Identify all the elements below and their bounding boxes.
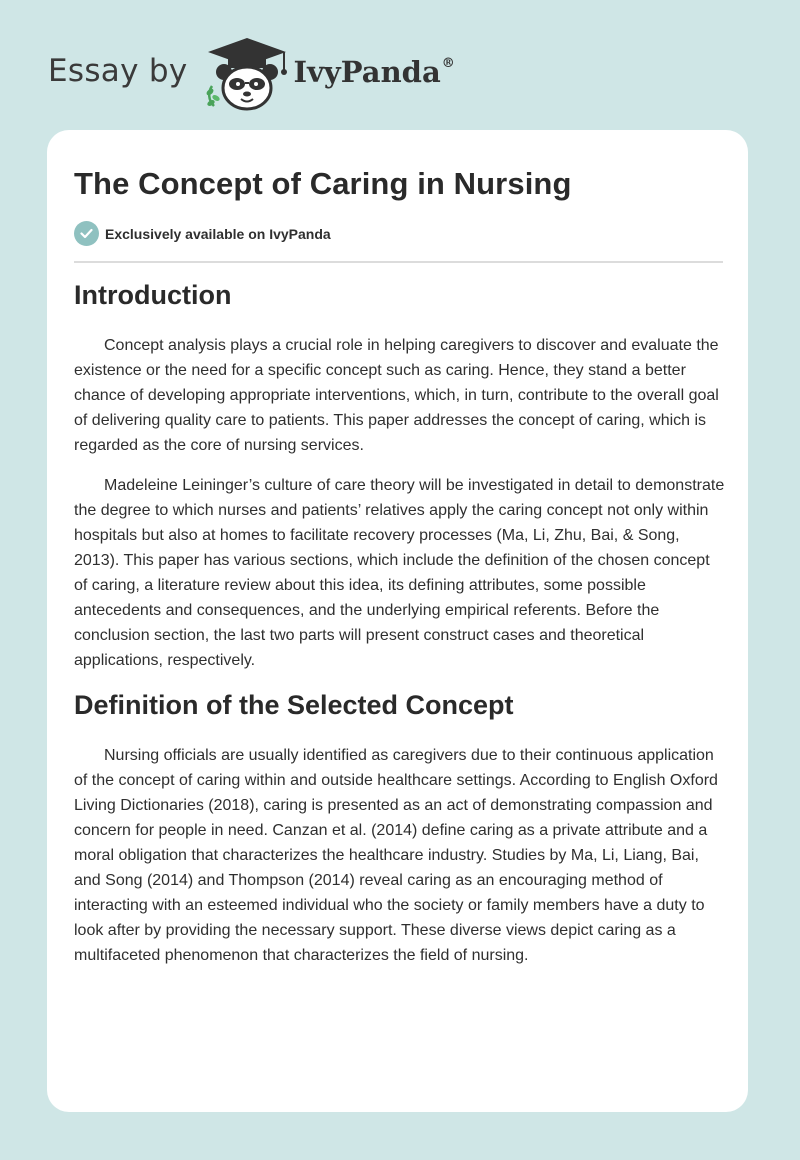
exclusive-badge xyxy=(74,221,331,246)
paragraph: Madeleine Leininger’s culture of care theory will be investigated in detail to demonstrate the degree to which nurses and patients’ relatives apply the caring concept not only within hospitals but also at homes to facilitate recovery processes (Ma, Li, Zhu, Bai, & Song, 2013). This paper has various sections, which include the definition of the chosen concept of caring, a literature review about this idea, its defining attributes, some possible antecedents and consequences, and the underlying empirical referents. Before the conclusion section, the last two parts will present construct cases and theoretical applications, respectively. xyxy=(74,477,725,670)
article-card xyxy=(47,130,748,1112)
essay-by-label: Essay by xyxy=(48,53,188,89)
section-heading: Definition of the Selected Concept xyxy=(74,690,514,721)
section-definition xyxy=(74,688,725,968)
paragraph: Nursing officials are usually identified as caregivers due to their continuous application of the concept of caring within and outside healthcare settings. According to English Oxford Living Dictionaries (2018), caring is presented as an act of demonstrating compassion and concern for people in need. Canzan et al. (2014) define caring as a private attribute and a moral obligation that characterizes the healthcare industry. Studies by Ma, Li, Liang, Bai, and Song (2014) and Thompson (2014) reveal caring as an encouraging method of interacting with an esteemed individual who the society or family members have a duty to look after by providing the necessary support. These diverse views depict caring as a multifaceted phenomenon that characterizes the field of nursing. xyxy=(74,747,718,965)
article-title: The Concept of Caring in Nursing xyxy=(74,166,572,201)
section-introduction xyxy=(74,278,725,673)
section-heading: Introduction xyxy=(74,280,232,310)
exclusive-badge-text: Exclusively available on IvyPanda xyxy=(105,225,331,242)
title-divider xyxy=(74,261,723,263)
article-body xyxy=(74,278,725,983)
ivypanda-logo[interactable] xyxy=(204,36,455,112)
paragraph: Concept analysis plays a crucial role in helping caregivers to discover and evaluate the existence or the need for a specific concept such as caring. Hence, they stand a better chance of developing appropriate interventions, which, in turn, contribute to the overall goal of delivering quality care to patients. This paper addresses the concept of caring, which is regarded as the core of nursing services. xyxy=(74,337,719,455)
panda-graduate-icon xyxy=(204,36,290,112)
site-header xyxy=(48,34,455,114)
check-icon xyxy=(74,221,99,246)
registered-mark: ® xyxy=(441,56,455,72)
brand-name: IvyPanda® xyxy=(293,55,455,89)
